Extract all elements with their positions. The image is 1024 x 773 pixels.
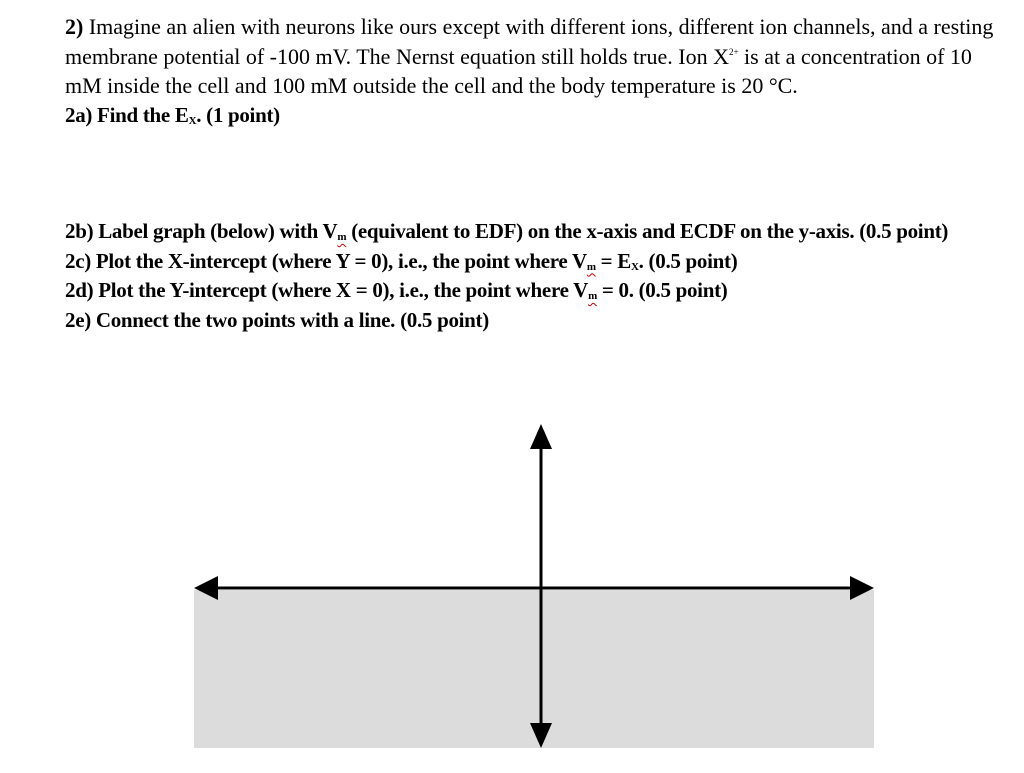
ex-subscript: X <box>188 114 197 127</box>
ion-charge-superscript: 2+ <box>728 46 739 57</box>
vm-subscript: m <box>337 231 347 243</box>
question-2-text <box>65 12 995 101</box>
vm-subscript: m <box>586 260 596 273</box>
vm-subscript: m <box>588 290 597 302</box>
answer-space <box>65 130 995 217</box>
q2b-suffix: (equivalent to EDF) on the x-axis and ECDF on the y-axis. (0.5 point) <box>346 219 949 243</box>
blank-graph <box>0 412 1024 768</box>
q2a-suffix: . (1 point) <box>196 102 280 127</box>
document-body <box>65 12 995 335</box>
q2a-prefix: 2a) Find the E <box>65 102 189 127</box>
question-2d <box>65 276 995 306</box>
question-2b <box>65 217 995 247</box>
question-2-text-part1: Imagine an alien with neurons like ours except with different ions, different ion channels, and a resting membrane potential of -100 mV. The Nernst equation still holds true. Ion X <box>65 14 994 69</box>
ex-subscript: X <box>631 260 639 273</box>
question-2-number: 2) <box>65 14 84 39</box>
q2c-prefix: 2c) Plot the X-intercept (where Y = 0), i.e., the point where V <box>65 248 587 273</box>
question-2a <box>65 101 995 131</box>
question-2c <box>65 247 995 277</box>
question-2-text-part2: is at a concentration of 10 mM inside the cell and 100 mM outside the cell and the body temperature is 20 °C. <box>65 43 972 98</box>
q2c-middle: = E <box>595 248 631 273</box>
q2d-prefix: 2d) Plot the Y-intercept (where X = 0), i.e., the point where V <box>65 278 589 302</box>
q2b-prefix: 2b) Label graph (below) with V <box>65 219 338 243</box>
q2d-suffix: = 0. (0.5 point) <box>596 278 728 302</box>
q2c-suffix: . (0.5 point) <box>638 248 738 273</box>
graph-svg <box>0 412 1024 768</box>
question-2e: 2e) Connect the two points with a line. (0.5 point) <box>65 307 489 332</box>
